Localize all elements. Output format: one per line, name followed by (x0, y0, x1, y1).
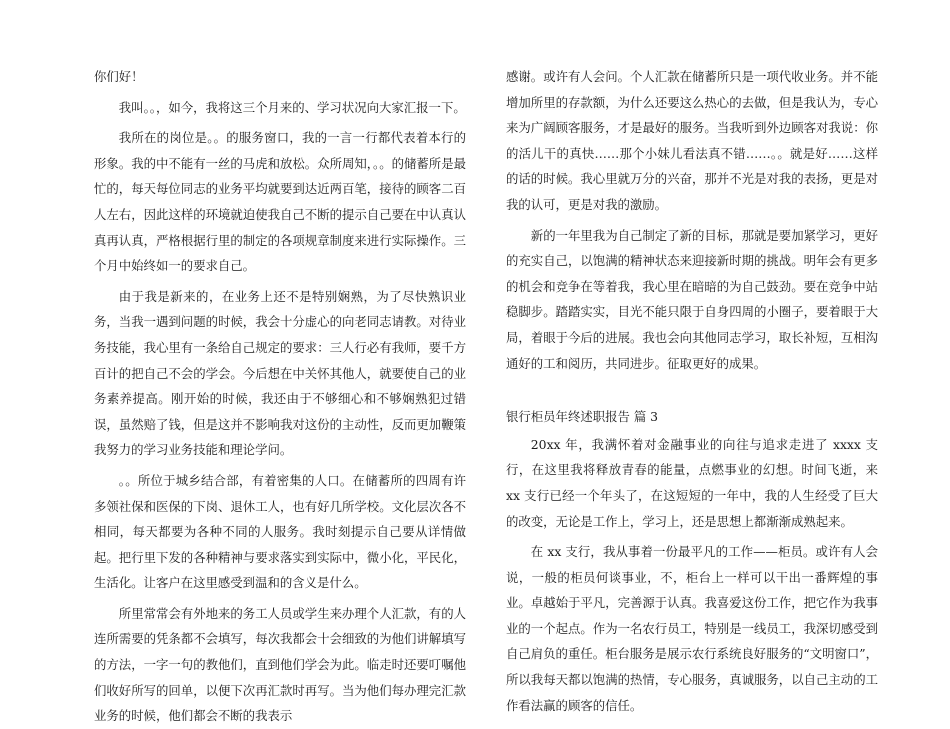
body-paragraph: 20xx 年，我满怀着对金融事业的向往与追求走进了 xxxx 支行，在这里我将释放青春的能量，点燃事业的幻想。时间飞逝，来 xx 支行已经一个年头了，在这短短的一年中，我的人生经受了巨大的改变，无论是工作上，学习上，还是思想上都渐渐成熟起来。 (506, 436, 878, 529)
body-paragraph: 。。所位于城乡结合部，有着密集的人口。在储蓄所的四周有许多领社保和医保的下岗、退休工人，也有好几所学校。文化层次各不相同，每天都要为各种不同的人服务。我时刻提示自己要从详情做起。把行里下发的各种精神与要求落实到实际中，微小化，平民化，生活化。让客户在这里感受到温和的含义是什么。 (94, 472, 466, 591)
left-column (94, 64, 466, 729)
greeting-paragraph: 你们好！ (94, 69, 144, 84)
body-paragraph: 所里常常会有外地来的务工人员或学生来办理个人汇款，有的人连所需要的凭条都不会填写，每次我都会十会细致的为他们讲解填写的方法，一字一句的教他们，直到他们学会为此。临走时还要叮嘱他们收好所写的回单，以便下次再汇款时再写。当为他们每办理完汇款业务的时候，他们都会不断的我表示 (94, 605, 466, 724)
body-paragraph: 在 xx 支行，我从事着一份最平凡的工作——柜员。或许有人会说，一般的柜员何谈事业，不，柜台上一样可以干出一番辉煌的事业。卓越始于平凡，完善源于认真。我喜爱这份工作，把它作为我事业的一个起点。作为一名农行员工，特别是一线员工，我深切感受到自己肩负的重任。柜台服务是展示农行系统良好服务的“文明窗口”，所以我每天都以饱满的热情，专心服务，真诚服务，以自己主动的工作看法赢的顾客的信任。 (506, 544, 878, 713)
body-paragraph: 我所在的岗位是。。的服务窗口，我的一言一行都代表着本行的形象。我的中不能有一丝的马虎和放松。众所周知，。。的储蓄所是最忙的，每天每位同志的业务平均就要到达近两百笔，接待的顾客二百人左右，因此这样的环境就迫使我自己不断的提示自己要在中认真认真再认真，严格根据行里的制定的各项规章制度来进行实际操作。三个月中始终如一的要求自己。 (94, 130, 466, 274)
body-paragraph: 新的一年里我为自己制定了新的目标，那就是要加紧学习，更好的充实自己，以饱满的精神状态来迎接新时期的挑战。明年会有更多的机会和竞争在等着我，我心里在暗暗的为自己鼓劲。要在竞争中站稳脚步。踏踏实实，目光不能只限于自身四周的小圈子，要着眼于大局，着眼于今后的进展。我也会向其他同志学习，取长补短，互相沟通好的工和阅历，共同进步。征取更好的成果。 (506, 227, 878, 371)
body-paragraph: 由于我是新来的，在业务上还不是特别娴熟，为了尽快熟识业务，当我一遇到问题的时候，我会十分虚心的向老同志请教。对待业务技能，我心里有一条给自己规定的要求：三人行必有我师，要千方百计的把自己不会的学会。今后想在中关怀其他人，就要使自己的业务素养提高。刚开始的时候，我还由于不够细心和不够娴熟犯过错误，虽然赔了钱，但是这并不影响我对这份的主动性，反而更加鞭策我努力的学习业务技能和理论学问。 (94, 288, 466, 458)
section-title: 银行柜员年终述职报告 篇 3 (506, 409, 659, 425)
body-paragraph: 我叫。。，如今，我将这三个月来的、学习状况向大家汇报一下。 (118, 99, 466, 115)
body-paragraph: 感谢。或许有人会问。个人汇款在储蓄所只是一项代收业务。并不能增加所里的存款额，为什么还要这么热心的去做，但是我认为，专心来为广阔顾客服务，才是最好的服务。当我听到外边顾客对我说：你的活儿干的真快……那个小妹儿看法真不错……。。就是好……这样的话的时候。我心里就万分的兴奋，那并不光是对我的表扬，更是对我的认可，更是对我的激励。 (506, 69, 878, 212)
right-column (506, 64, 878, 718)
